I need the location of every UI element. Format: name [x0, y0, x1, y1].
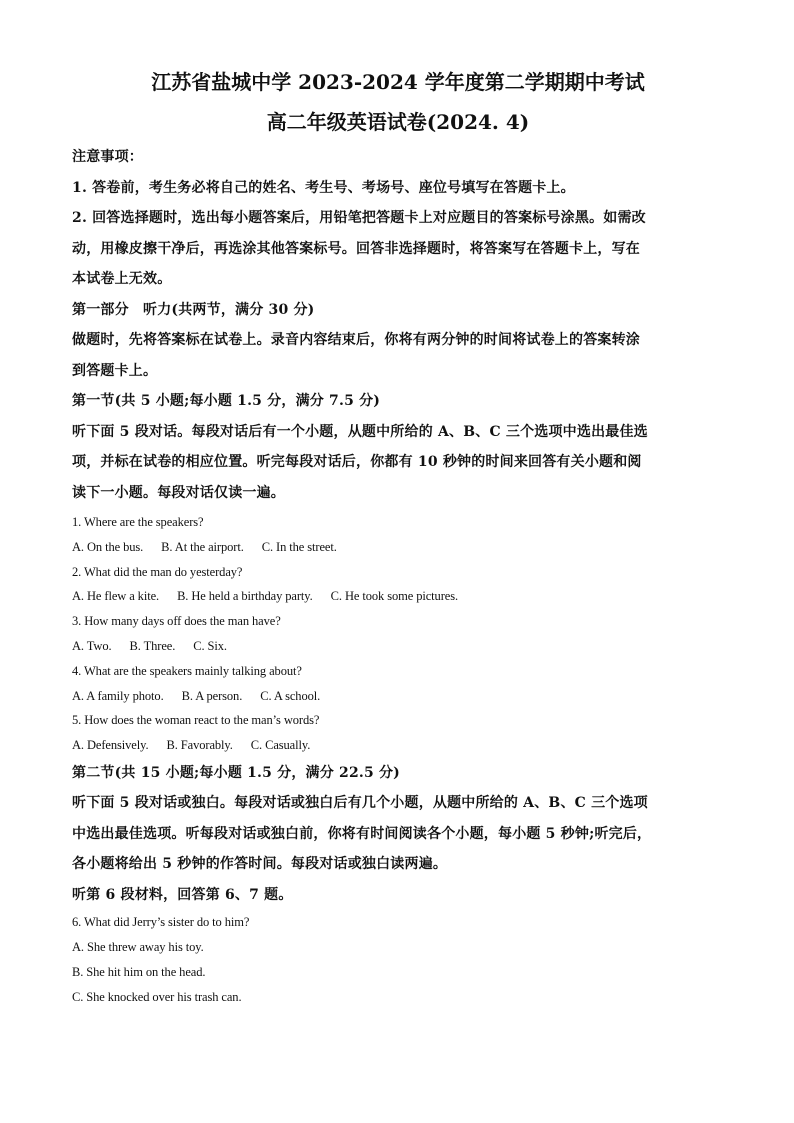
question-3-option-a: A. Two.: [72, 638, 112, 653]
question-list: [72, 510, 724, 758]
question-4-option-c: C. A school.: [260, 688, 321, 703]
part1-heading: 第一部分 听力(共两节，满分 30 分): [72, 301, 315, 318]
material-6-heading: 听第 6 段材料，回答第 6、7 题。: [72, 886, 293, 903]
question-1-option-a: A. On the bus.: [72, 539, 144, 554]
question-2-options: [72, 584, 724, 609]
section2-instructions-line-3: 各小题将给出 5 秒钟的作答时间。每段对话或独白读两遍。: [72, 856, 448, 873]
section1-instructions-line-3: 读下一小题。每段对话仅读一遍。: [72, 484, 285, 501]
question-4-option-b: B. A person.: [181, 688, 243, 703]
notice-item-1: 1. 答卷前，考生务必将自己的姓名、考生号、考场号、座位号填写在答题卡上。: [72, 179, 575, 196]
question-5-option-a: A. Defensively.: [72, 738, 149, 753]
question-6-option-a: A. She threw away his toy.: [72, 940, 204, 955]
question-1-stem: 1. Where are the speakers?: [72, 515, 204, 529]
exam-subtitle: 高二年级英语试卷(2024. 4): [266, 110, 530, 134]
question-4-options: [72, 684, 724, 709]
notice-item-2-line-1: 2. 回答选择题时，选出每小题答案后，用铅笔把答题卡上对应题目的答案标号涂黑。如需改: [72, 210, 646, 226]
notice-item-2-line-3: 本试卷上无效。: [72, 271, 172, 287]
question-6-option-c: C. She knocked over his trash can.: [72, 989, 242, 1004]
section1-instructions-line-2: 项，并标在试卷的相应位置。听完每段对话后，你都有 10 秒钟的时间来回答有关小题和阅: [72, 454, 642, 470]
question-2-stem: 2. What did the man do yesterday?: [72, 564, 243, 579]
question-3-options: [72, 634, 724, 659]
question-3-stem: 3. How many days off does the man have?: [72, 614, 281, 629]
question-2-option-b: B. He held a birthday party.: [177, 589, 313, 604]
question-5-options: [72, 733, 724, 758]
question-2-option-a: A. He flew a kite.: [72, 589, 160, 604]
question-1-options: [72, 535, 724, 560]
part1-intro-line-2: 到答题卡上。: [72, 362, 158, 379]
question-5-stem: 5. How does the woman react to the man’s words?: [72, 713, 320, 728]
question-5-option-c: C. Casually.: [250, 738, 311, 753]
question-1-option-b: B. At the airport.: [161, 539, 244, 554]
question-4-stem: 4. What are the speakers mainly talking about?: [72, 663, 302, 678]
section2-instructions-line-2: 中选出最佳选项。听每段对话或独白前，你将有时间阅读各个小题，每小题 5 秒钟;听完后，: [72, 825, 652, 842]
notice-heading: 注意事项：: [72, 149, 143, 165]
notice-item-2-line-2: 动，用橡皮擦干净后，再选涂其他答案标号。回答非选择题时，将答案写在答题卡上，写在: [72, 240, 640, 257]
question-3-option-c: C. Six.: [193, 638, 227, 653]
question-3-option-b: B. Three.: [129, 638, 176, 653]
question-1-option-c: C. In the street.: [261, 539, 337, 554]
exam-title: 江苏省盐城中学 2023-2024 学年度第二学期期中考试: [151, 70, 645, 94]
section1-instructions-line-1: 听下面 5 段对话。每段对话后有一个小题，从题中所给的 A、B、C 三个选项中选出最佳选: [72, 423, 648, 440]
question-6-option-b: B. She hit him on the head.: [72, 965, 206, 980]
question-6-stem: 6. What did Jerry’s sister do to him?: [72, 915, 250, 930]
section2-instructions-line-1: 听下面 5 段对话或独白。每段对话或独白后有几个小题，从题中所给的 A、B、C 三个选项: [72, 795, 648, 812]
part1-intro-line-1: 做题时，先将答案标在试卷上。录音内容结束后，你将有两分钟的时间将试卷上的答案转涂: [72, 332, 640, 348]
section2-heading: 第二节(共 15 小题;每小题 1.5 分，满分 22.5 分): [72, 764, 400, 781]
question-5-option-b: B. Favorably.: [166, 738, 233, 753]
section1-heading: 第一节(共 5 小题;每小题 1.5 分，满分 7.5 分): [72, 393, 381, 409]
question-2-option-c: C. He took some pictures.: [330, 589, 458, 604]
question-4-option-a: A. A family photo.: [72, 688, 164, 703]
